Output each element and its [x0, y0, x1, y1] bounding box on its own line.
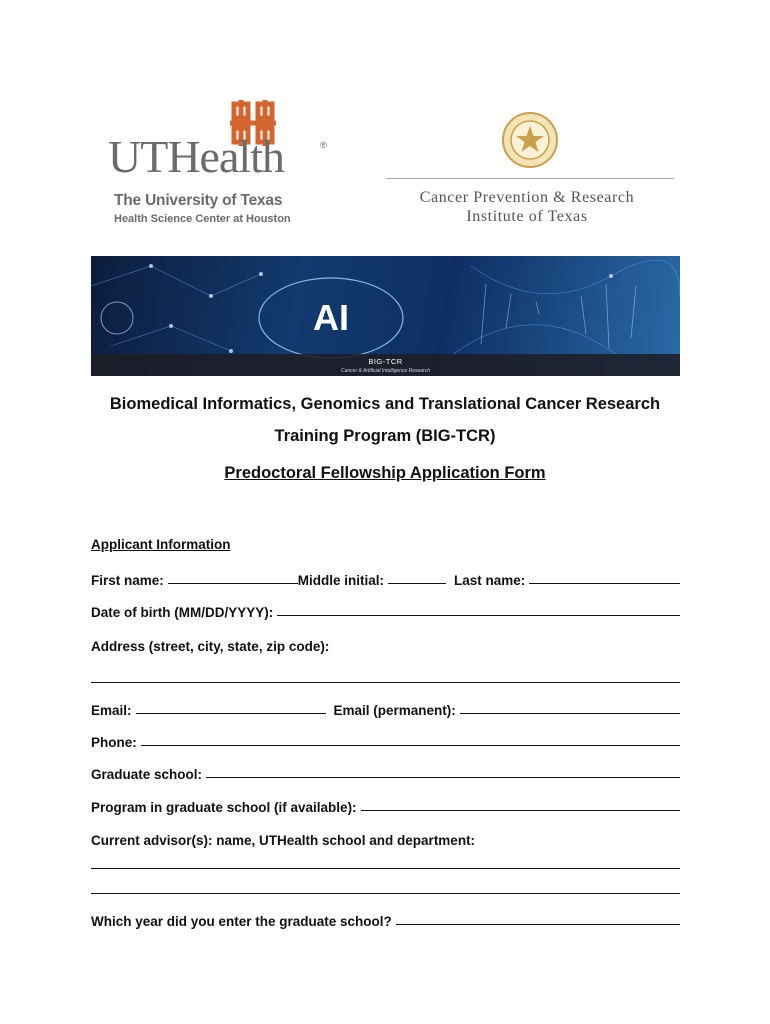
- texas-seal-icon: [502, 112, 558, 168]
- year-entered-label: Which year did you enter the graduate school?: [91, 914, 392, 929]
- email-field[interactable]: [136, 712, 326, 714]
- program-title-line1: Biomedical Informatics, Genomics and Translational Cancer Research: [109, 395, 661, 413]
- uthealth-line2: Health Science Center at Houston: [114, 213, 291, 225]
- email-row: [91, 698, 680, 718]
- form-title: Predoctoral Fellowship Application Form: [224, 464, 546, 482]
- dob-field[interactable]: [277, 614, 680, 616]
- uthealth-wordmark: UTHealth: [108, 131, 284, 182]
- cprit-divider: [386, 178, 674, 179]
- registered-mark: ®: [320, 140, 327, 150]
- advisor-row: [91, 828, 680, 848]
- address-row: [91, 634, 680, 654]
- graduate-school-field[interactable]: [206, 776, 680, 778]
- advisor-field-line1[interactable]: [91, 868, 680, 869]
- middle-initial-field[interactable]: [388, 582, 446, 584]
- uthealth-logo: [108, 100, 330, 230]
- year-entered-row: [91, 909, 680, 929]
- cprit-line1: Cancer Prevention & Research: [419, 189, 635, 206]
- section-heading: Applicant Information: [91, 537, 231, 552]
- graduate-school-row: [91, 762, 680, 782]
- program-banner: [91, 256, 680, 376]
- last-name-field[interactable]: [529, 582, 680, 584]
- address-label: Address (street, city, state, zip code):: [91, 639, 330, 654]
- first-name-field[interactable]: [168, 582, 298, 584]
- email-permanent-field[interactable]: [460, 712, 680, 714]
- dob-label: Date of birth (MM/DD/YYYY):: [91, 605, 274, 620]
- year-entered-field[interactable]: [396, 923, 680, 925]
- dob-row: [91, 600, 680, 620]
- cprit-logo: [386, 112, 674, 232]
- address-field[interactable]: [91, 682, 680, 683]
- phone-row: [91, 730, 680, 750]
- program-title-line2: Training Program (BIG-TCR): [274, 427, 496, 445]
- program-label: Program in graduate school (if available):: [91, 800, 357, 815]
- banner-ai-label: AI: [313, 297, 349, 338]
- last-name-label: Last name:: [454, 573, 526, 588]
- advisor-field-line2[interactable]: [91, 893, 680, 894]
- phone-label: Phone:: [91, 735, 137, 750]
- banner-subtitle: Cancer & Artificial Intelligence Research: [340, 368, 431, 374]
- program-field[interactable]: [361, 809, 680, 811]
- first-name-label: First name:: [91, 573, 164, 588]
- email-permanent-label: Email (permanent):: [333, 703, 456, 718]
- uthealth-line1: The University of Texas: [114, 192, 283, 209]
- email-label: Email:: [91, 703, 132, 718]
- advisor-label: Current advisor(s): name, UTHealth school and department:: [91, 833, 476, 848]
- program-row: [91, 795, 680, 815]
- middle-initial-label: Middle initial:: [297, 573, 385, 588]
- graduate-school-label: Graduate school:: [91, 767, 203, 782]
- phone-field[interactable]: [141, 744, 680, 746]
- banner-title: BIG-TCR: [368, 357, 403, 366]
- name-row: [91, 568, 680, 588]
- cprit-line2: Institute of Texas: [466, 208, 588, 225]
